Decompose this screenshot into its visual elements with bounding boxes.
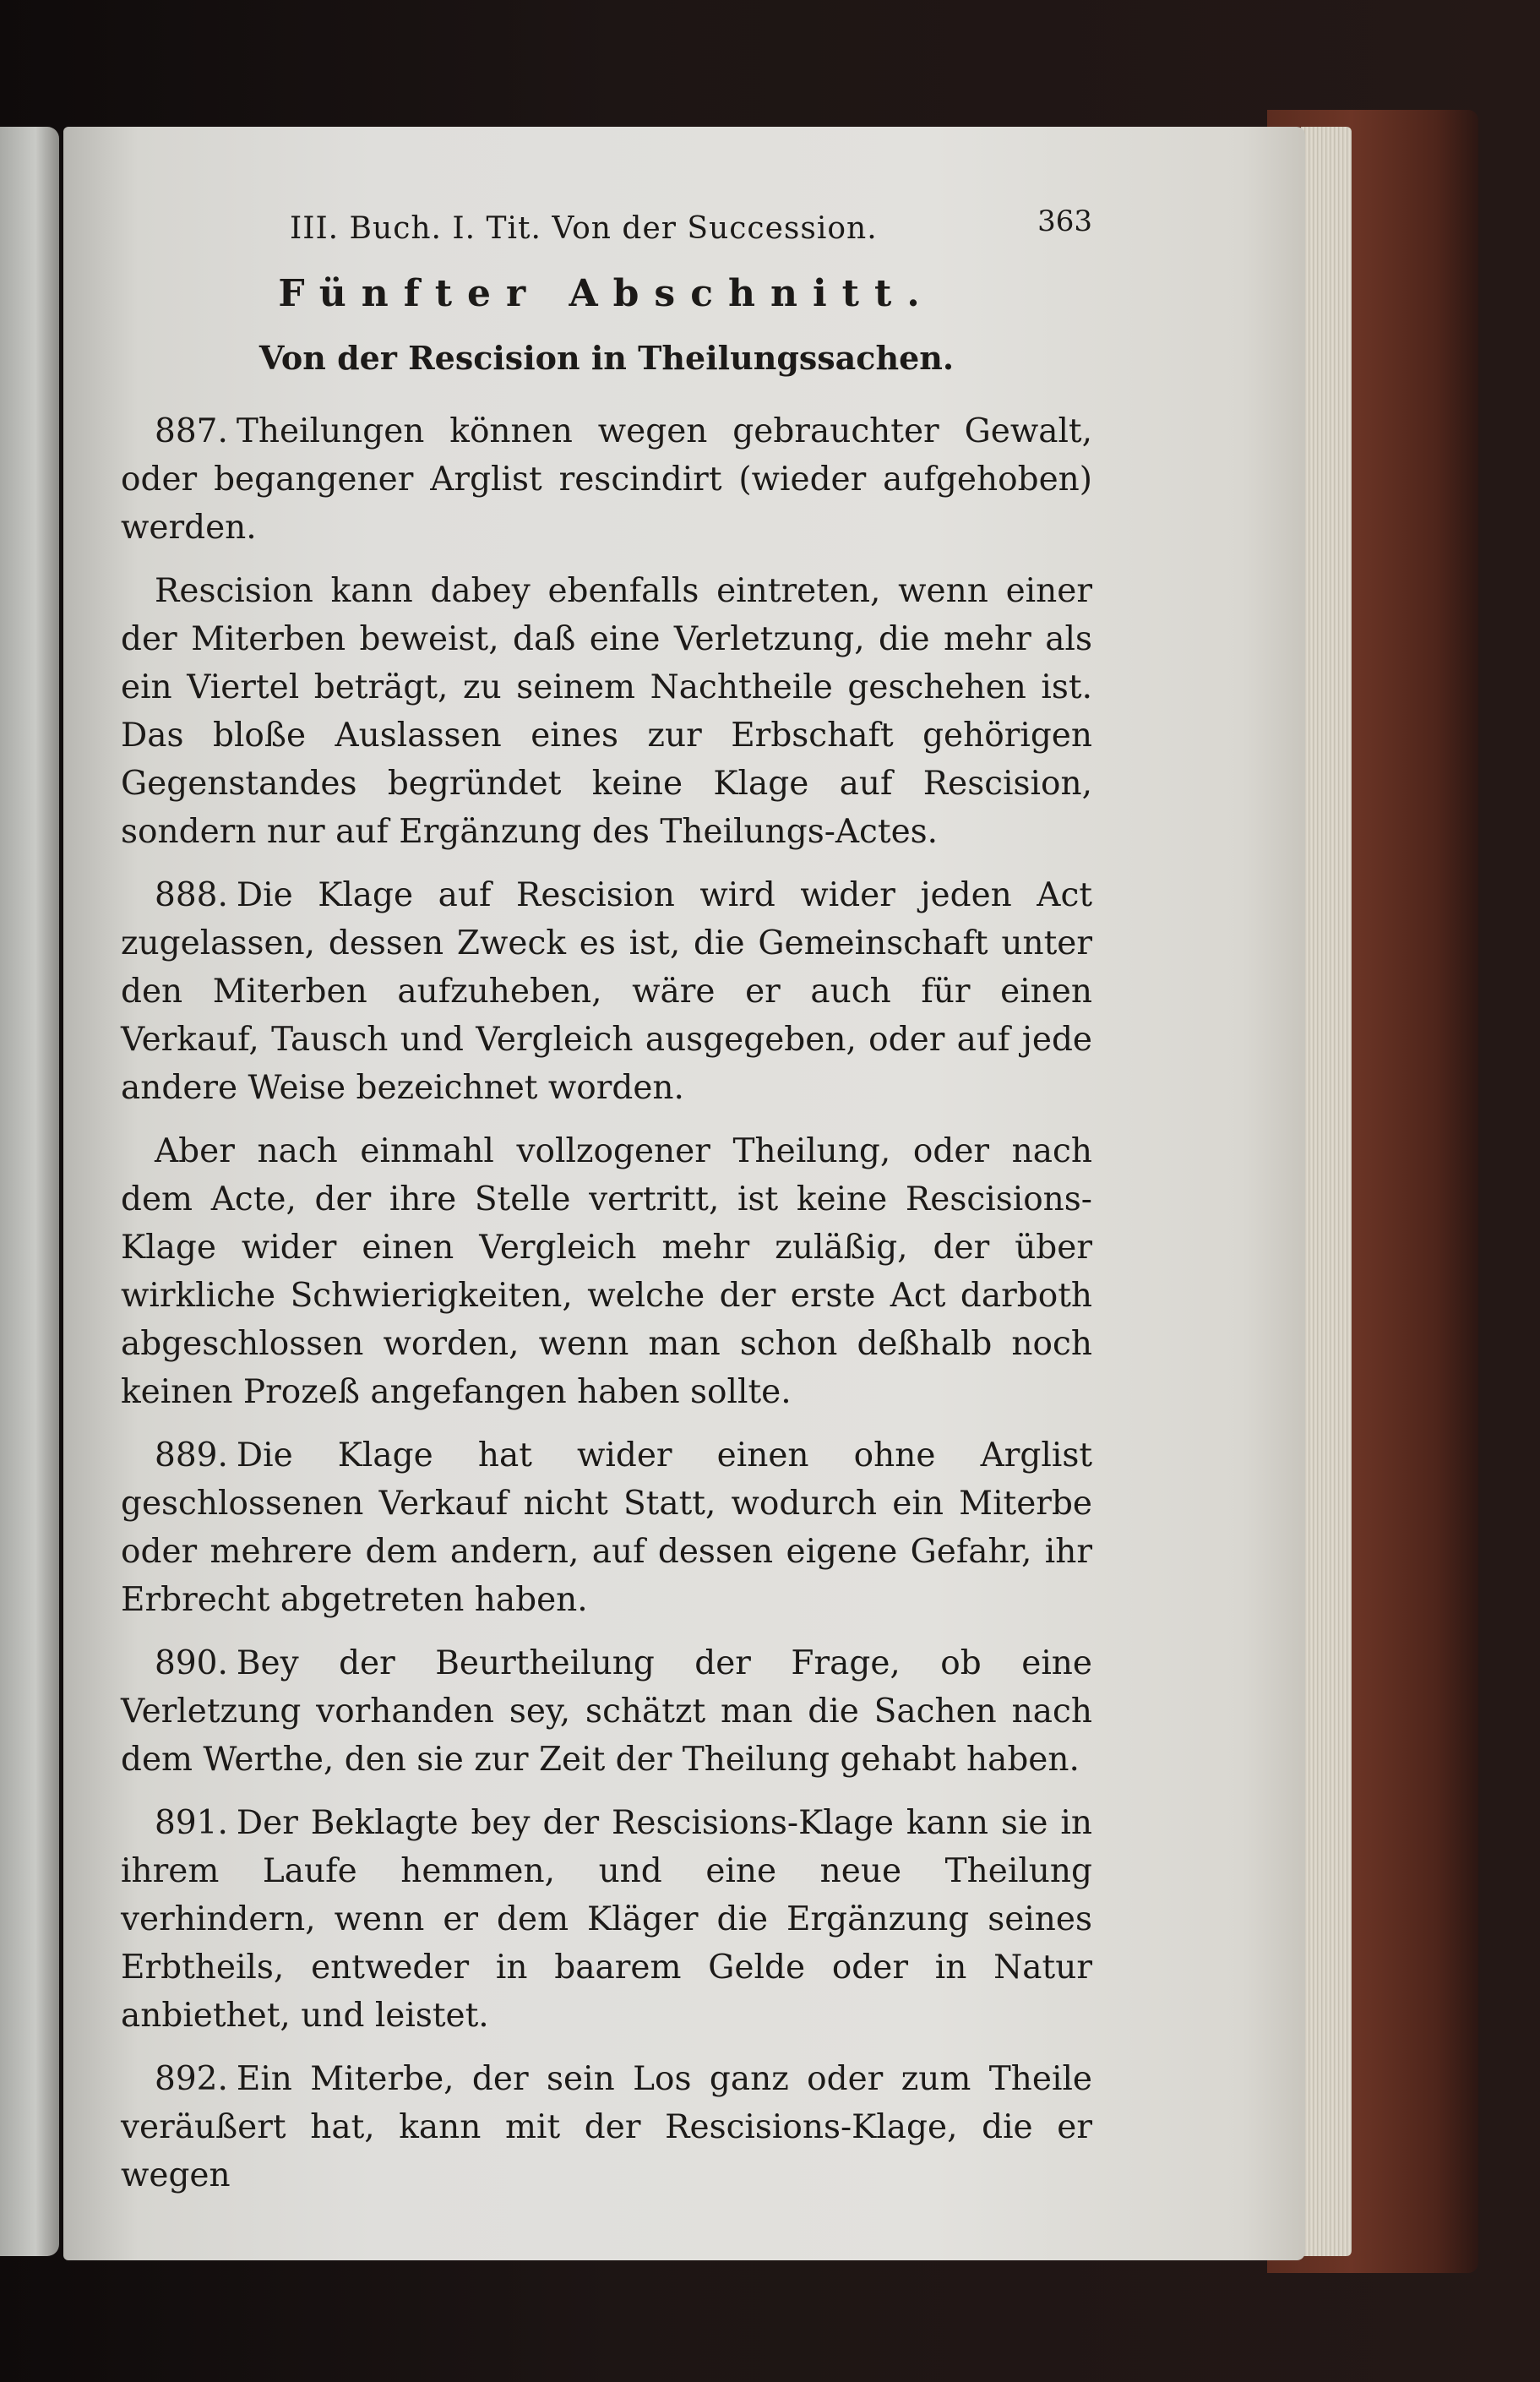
paragraph-text: Theilungen können wegen gebrauchter Gewalt, oder begangener Arglist rescindirt (wieder aufgehoben) werden. <box>121 412 1092 547</box>
paragraph-text: Aber nach einmahl vollzogener Theilung, oder nach dem Acte, der ihre Stelle vertritt, ist keine Rescisions-Klage wider einen Vergleich mehr zuläßig, der über wirkliche Schwierigkeiten, welche der erste Act darboth abgeschlossen worden, wenn man schon deßhalb noch keinen Prozeß angefangen haben sollte. <box>121 1132 1092 1411</box>
paragraph-number: 890. <box>155 1644 228 1682</box>
running-head <box>121 194 1092 253</box>
page-content <box>121 194 1092 2215</box>
paragraph-number: 888. <box>155 876 228 914</box>
paragraph-text: Ein Miterbe, der sein Los ganz oder zum Theile veräußert hat, kann mit der Rescisions-Klage, die er wegen <box>121 2060 1092 2194</box>
paragraph-888 <box>121 871 1092 1112</box>
paragraph-number: 892. <box>155 2060 228 2098</box>
paragraph-text: Bey der Beurtheilung der Frage, ob eine Verletzung vorhanden sey, schätzt man die Sachen nach dem Werthe, den sie zur Zeit der Theilung gehabt haben. <box>121 1644 1092 1779</box>
paragraph-text: Rescision kann dabey ebenfalls eintreten, wenn einer der Miterben beweist, daß eine Verletzung, die mehr als ein Viertel beträgt, zu seinem Nachtheile geschehen ist. Das bloße Auslassen eines zur Erbschaft gehörigen Gegenstandes begründet keine Klage auf Rescision, sondern nur auf Ergänzung des Theilungs-Actes. <box>121 572 1092 851</box>
previous-page-edge <box>0 127 59 2256</box>
paragraph-891 <box>121 1799 1092 2040</box>
paragraph-number: 891. <box>155 1804 228 1842</box>
paragraph-text: Die Klage hat wider einen ohne Arglist geschlossenen Verkauf nicht Statt, wodurch ein Miterbe oder mehrere dem andern, auf dessen eigene Gefahr, ihr Erbrecht abgetreten haben. <box>121 1436 1092 1619</box>
section-title: Fünfter Abschnitt. <box>278 272 935 315</box>
paragraph-text: Der Beklagte bey der Rescisions-Klage kann sie in ihrem Laufe hemmen, und eine neue Theilung verhindern, wenn er dem Kläger die Ergänzung seines Erbtheils, entweder in baarem Gelde oder in Natur anbiethet, und leistet. <box>121 1804 1092 2035</box>
running-head-title: III. Buch. I. Tit. Von der Succession. <box>290 211 878 246</box>
page-number: 363 <box>1037 204 1092 238</box>
paragraph-890 <box>121 1639 1092 1784</box>
paragraph-text: Die Klage auf Rescision wird wider jeden Act zugelassen, dessen Zweck es ist, die Gemeinschaft unter den Miterben aufzuheben, wäre er auch für einen Verkauf, Tausch und Vergleich ausgegeben, oder auf jede andere Weise bezeichnet worden. <box>121 876 1092 1107</box>
paragraph-887 <box>121 407 1092 552</box>
section-subtitle: Von der Rescision in Theilungssachen. <box>258 339 955 377</box>
paragraph-number: 887. <box>155 412 228 450</box>
paragraph-888-cont <box>121 1127 1092 1416</box>
paragraph-889 <box>121 1431 1092 1624</box>
page-stack-edge <box>1301 127 1352 2256</box>
paragraph-887-cont <box>121 567 1092 856</box>
paragraph-number: 889. <box>155 1436 228 1474</box>
paragraph-892 <box>121 2055 1092 2199</box>
